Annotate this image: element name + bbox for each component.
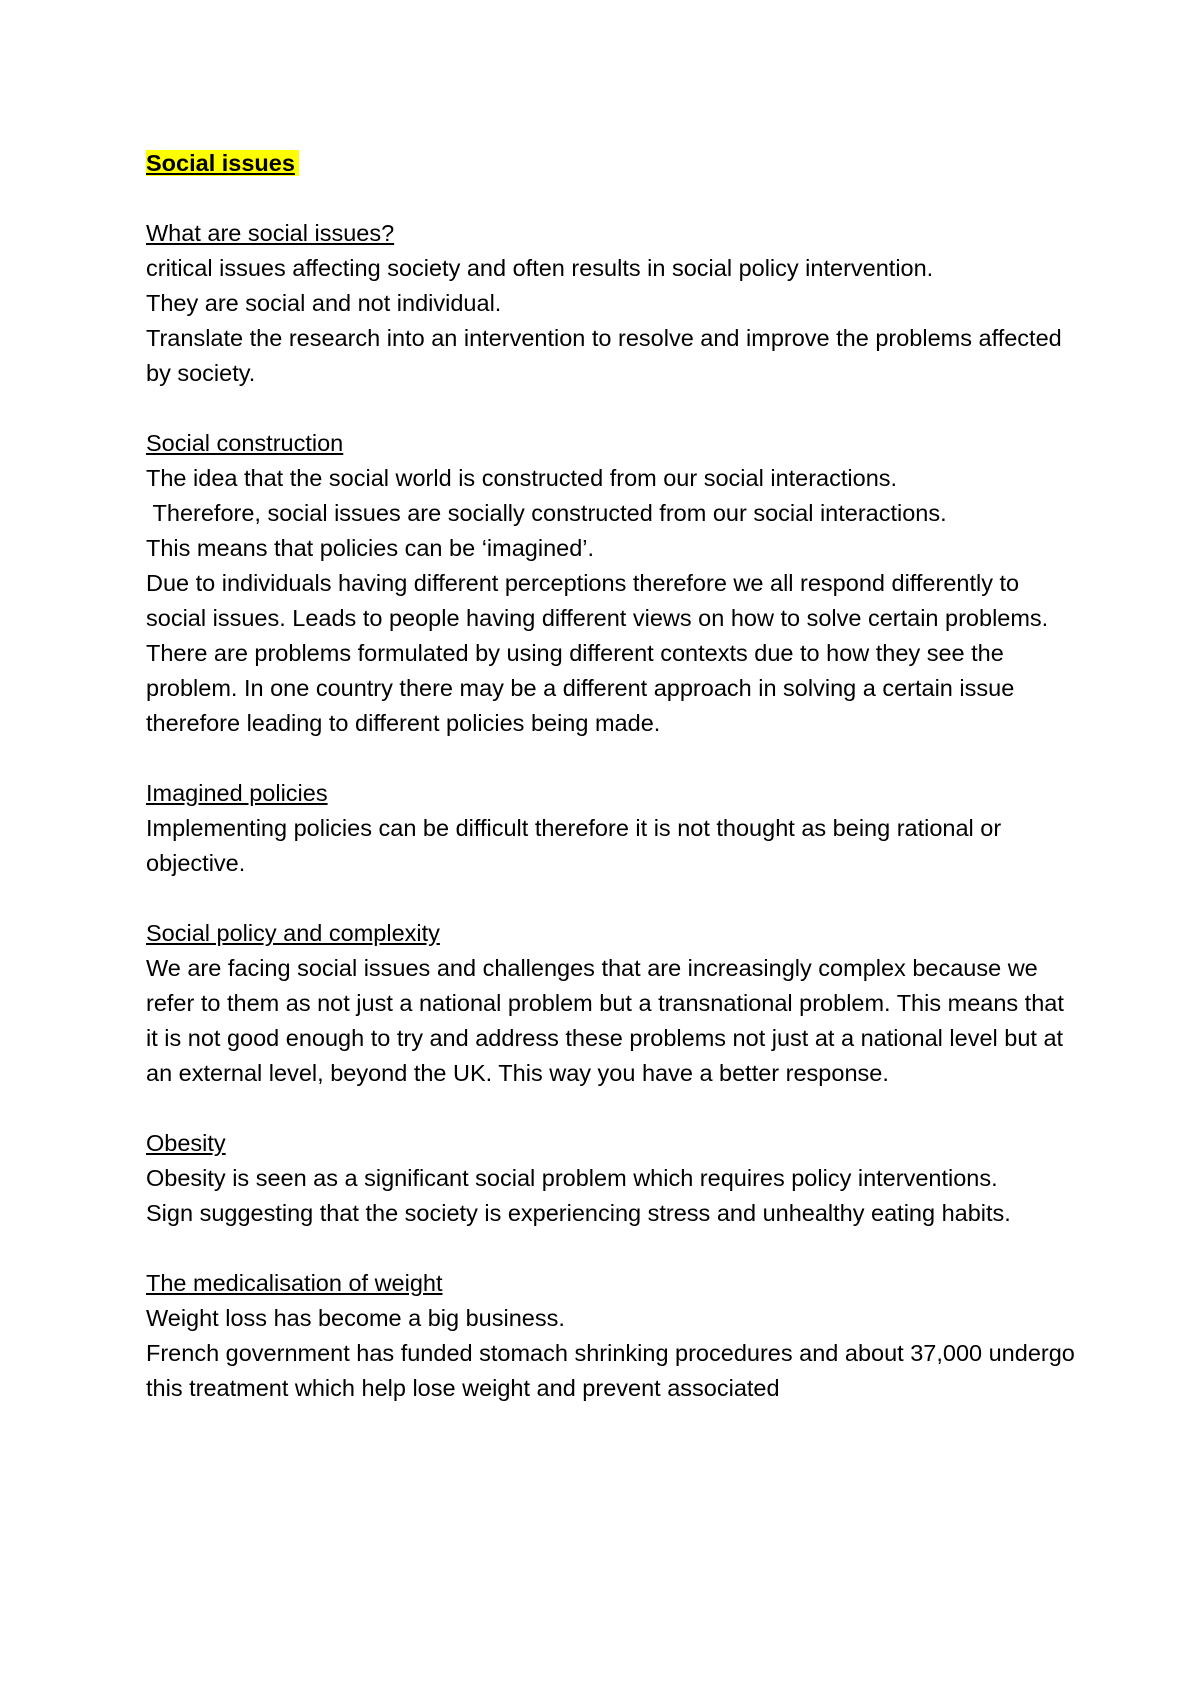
section-heading: Social policy and complexity [146, 920, 440, 946]
paragraph: We are facing social issues and challenges that are increasingly complex because we refer to them as not just a national problem but a transnational problem. This means that it is not good enough to try and address these problems not just at a national level but at an external level, beyond the UK. This way you have a better response. [146, 955, 1064, 1086]
paragraph: They are social and not individual. [146, 290, 502, 316]
section-obesity [146, 1126, 1076, 1231]
section-imagined-policies [146, 776, 1076, 881]
section-heading: Imagined policies [146, 780, 328, 806]
section-social-policy-complexity [146, 916, 1076, 1091]
paragraph: critical issues affecting society and often results in social policy intervention. [146, 255, 934, 281]
document-title-line [146, 146, 1076, 181]
section-heading: What are social issues? [146, 220, 395, 246]
paragraph: Due to individuals having different perceptions therefore we all respond differently to social issues. Leads to people having different views on how to solve certain problems. There are problems formulated by using different contexts due to how they see the problem. In one country there may be a different approach in solving a certain issue therefore leading to different policies being made. [146, 570, 1049, 736]
section-social-construction [146, 426, 1076, 741]
paragraph: Obesity is seen as a significant social problem which requires policy interventions. [146, 1165, 998, 1191]
paragraph: Therefore, social issues are socially constructed from our social interactions. [146, 500, 947, 526]
document-title: Social issues [146, 150, 299, 176]
document-body [146, 146, 1076, 1406]
section-heading: The medicalisation of weight [146, 1270, 443, 1296]
paragraph: Translate the research into an intervention to resolve and improve the problems affected by society. [146, 325, 1062, 386]
paragraph: French government has funded stomach shrinking procedures and about 37,000 undergo this treatment which help lose weight and prevent associated [146, 1340, 1075, 1401]
paragraph: Sign suggesting that the society is experiencing stress and unhealthy eating habits. [146, 1200, 1011, 1226]
section-heading: Social construction [146, 430, 344, 456]
paragraph: Weight loss has become a big business. [146, 1305, 565, 1331]
section-what-are-social-issues [146, 216, 1076, 391]
section-heading: Obesity [146, 1130, 226, 1156]
paragraph: The idea that the social world is constructed from our social interactions. [146, 465, 898, 491]
paragraph: Implementing policies can be difficult therefore it is not thought as being rational or objective. [146, 815, 1002, 876]
section-medicalisation-of-weight [146, 1266, 1076, 1406]
paragraph: This means that policies can be ‘imagined’. [146, 535, 595, 561]
